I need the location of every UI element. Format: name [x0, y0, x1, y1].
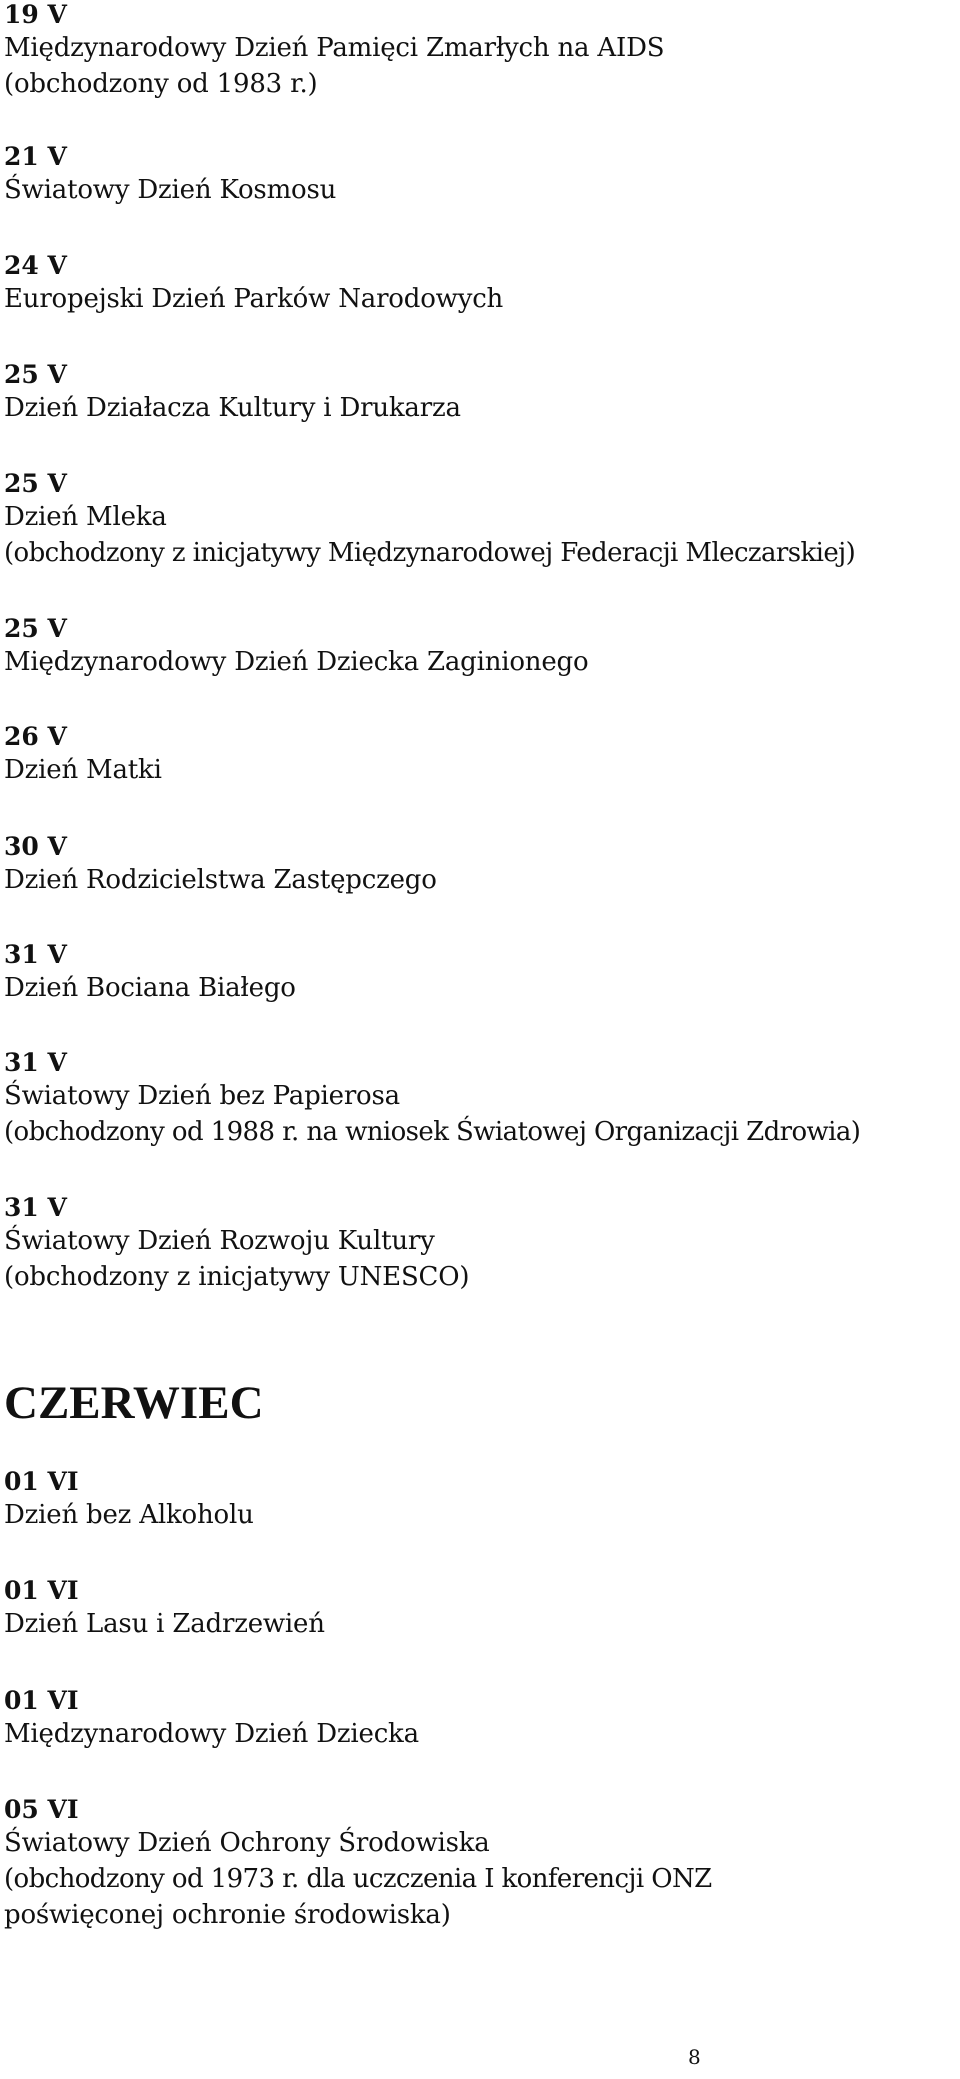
entry-date: 25 V — [4, 614, 67, 643]
calendar-entry — [4, 1048, 954, 1150]
entry-date: 24 V — [4, 251, 67, 280]
entry-date: 01 VI — [4, 1467, 79, 1496]
calendar-entry — [4, 940, 954, 1006]
entry-date: 26 V — [4, 722, 67, 751]
entry-date: 19 V — [4, 0, 67, 29]
page-number: 8 — [688, 2045, 701, 2069]
calendar-entry — [4, 1576, 954, 1642]
entry-date: 31 V — [4, 1193, 67, 1222]
entry-title: Światowy Dzień Rozwoju Kultury — [4, 1226, 435, 1256]
entry-title: Światowy Dzień Kosmosu — [4, 175, 337, 205]
entry-date: 05 VI — [4, 1795, 79, 1824]
calendar-entry — [4, 1467, 954, 1533]
entry-title: Międzynarodowy Dzień Dziecka — [4, 1719, 419, 1749]
calendar-entry — [4, 142, 954, 208]
entry-note: poświęconej ochronie środowiska) — [4, 1900, 451, 1930]
calendar-entry — [4, 832, 954, 898]
calendar-entry — [4, 360, 954, 426]
entry-title: Światowy Dzień bez Papierosa — [4, 1081, 400, 1111]
month-heading: CZERWIEC — [4, 1377, 264, 1429]
calendar-entry — [4, 722, 954, 788]
entry-title: Europejski Dzień Parków Narodowych — [4, 284, 504, 314]
entry-title: Międzynarodowy Dzień Pamięci Zmarłych na AIDS — [4, 33, 665, 63]
entry-date: 25 V — [4, 469, 67, 498]
calendar-entry — [4, 1686, 954, 1752]
entry-title: Dzień Rodzicielstwa Zastępczego — [4, 865, 437, 895]
entry-title: Międzynarodowy Dzień Dziecka Zaginionego — [4, 647, 589, 677]
calendar-entry — [4, 1795, 954, 1933]
entry-date: 31 V — [4, 940, 67, 969]
entry-title: Dzień bez Alkoholu — [4, 1500, 254, 1530]
entry-note: (obchodzony od 1988 r. na wniosek Światowej Organizacji Zdrowia) — [4, 1117, 861, 1147]
calendar-entry — [4, 251, 954, 317]
entry-note: (obchodzony z inicjatywy UNESCO) — [4, 1262, 470, 1292]
entry-date: 01 VI — [4, 1576, 79, 1605]
entry-note: (obchodzony od 1983 r.) — [4, 69, 318, 99]
calendar-entry — [4, 469, 954, 571]
calendar-entry — [4, 0, 954, 102]
calendar-entry — [4, 614, 954, 680]
entry-title: Dzień Bociana Białego — [4, 973, 296, 1003]
entry-date: 30 V — [4, 832, 67, 861]
entry-title: Dzień Lasu i Zadrzewień — [4, 1609, 325, 1639]
entry-note: (obchodzony z inicjatywy Międzynarodowej Federacji Mleczarskiej) — [4, 538, 856, 568]
entry-title: Dzień Matki — [4, 755, 162, 785]
entry-title: Światowy Dzień Ochrony Środowiska — [4, 1828, 490, 1858]
entry-title: Dzień Działacza Kultury i Drukarza — [4, 393, 461, 423]
calendar-entry — [4, 1193, 954, 1295]
entry-date: 31 V — [4, 1048, 67, 1077]
entry-date: 25 V — [4, 360, 67, 389]
entry-date: 21 V — [4, 142, 67, 171]
entry-note: (obchodzony od 1973 r. dla uczczenia I konferencji ONZ — [4, 1864, 712, 1894]
entry-title: Dzień Mleka — [4, 502, 167, 532]
entry-date: 01 VI — [4, 1686, 79, 1715]
